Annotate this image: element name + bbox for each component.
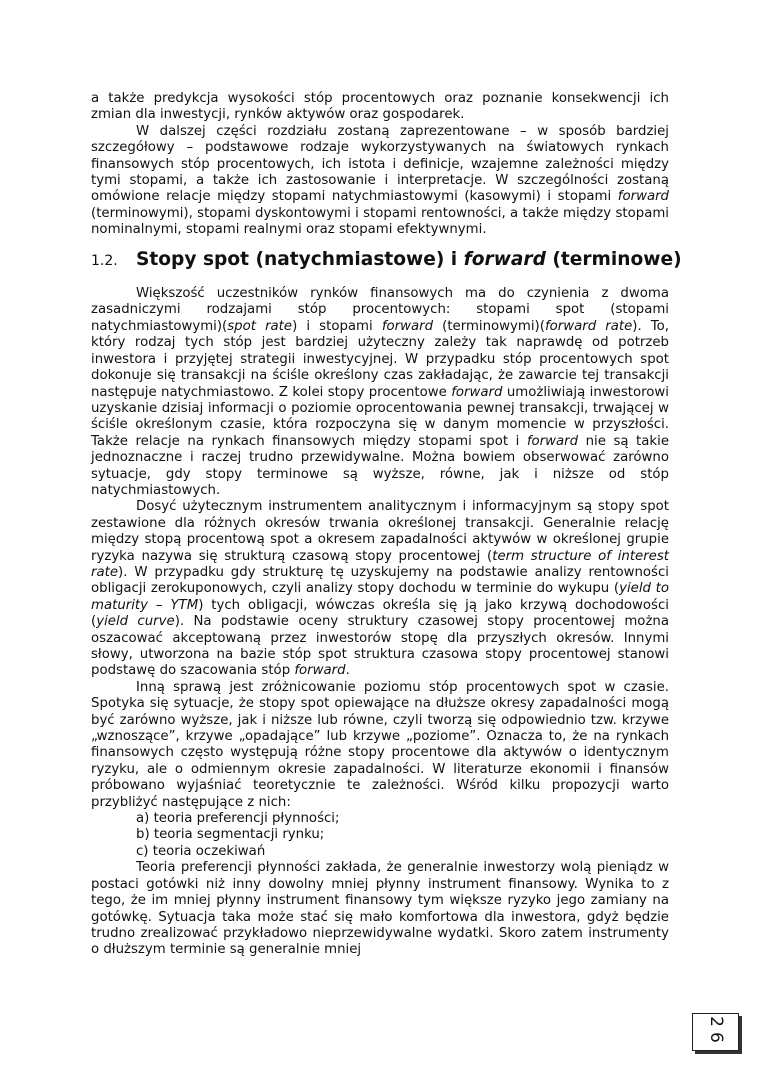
paragraph-2: W dalszej części rozdziału zostaną zaprezentowane – w sposób bardziej szczegółowy – podstawowe rodzaje wykorzystywanych na światowych rynkach finansowych stóp procentowych, ich istota i definicje, wzajemne zależności między tymi stopami, a także ich zastosowanie i interpretacje. W szczególności zostaną omówione relacje między stopami natychmiastowymi (kasowymi) i stopami forward (terminowymi), stopami dyskontowymi i stopami rentowności, a także między stopami nominalnymi, stopami realnymi oraz stopami efektywnymi. [91, 123, 669, 238]
section-heading [91, 248, 682, 270]
list-item: c) teoria oczekiwań [136, 843, 266, 859]
italic-term: forward [381, 318, 434, 334]
paragraph-4: Dosyć użytecznym instrumentem analitycznym i informacyjnym są stopy spot zestawione dla różnych okresów trwania określonej transakcji. Generalnie relację między stopą procentową spot a okresem zapadalności aktywów w określonej grupie ryzyka nazywa się strukturą czasową stopy procentowej (term structure of interest rate). W przypadku gdy strukturę tę uzyskujemy na podstawie analizy rentowności obligacji zerokuponowych, czyli analizy stopy dochodu w terminie do wykupu (yield to maturity – YTM) tych obligacji, wówczas określa się ją jako krzywą dochodowości (yield curve). Na podstawie oceny struktury czasowej stopy procentowej można oszacować akceptowaną przez inwestorów stopę dla przyszłych okresów. Innymi słowy, utworzona na bazie stóp spot struktura czasowa stopy procentowej stanowi podstawę do szacowania stóp forward. [91, 499, 669, 679]
italic-term: forward [463, 248, 546, 270]
paragraph-3: Większość uczestników rynków finansowych ma do czynienia z dwoma zasadniczymi rodzajami stóp procentowych: stopami spot (stopami natychmiastowymi)(spot rate) i stopami forward (terminowymi)(forward rate). To, który rodzaj tych stóp jest bardziej użyteczny zależy tak naprawdę od potrzeb inwestora i przyjętej strategii inwestycyjnej. W przypadku stóp procentowych spot dokonuje się transakcji na ściśle określony czas zakładając, że zawarcie tej transakcji następuje natychmiastowo. Z kolei stopy procentowe forward umożliwiają inwestorowi uzyskanie dzisiaj informacji o poziomie oprocentowania pewnej transakcji, trwającej w ściśle określonym czasie, która rozpoczyna się w danym momencie w przyszłości. Także relacje na rynkach finansowych między stopami spot i forward nie są takie jednoznaczne i raczej trudno przewidywalne. Można bowiem obserwować zarówno sytuacje, gdy stopy terminowe są wyższe, równe, jak i niższe od stóp natychmiastowych. [91, 286, 670, 498]
section-title: Stopy spot (natychmiastowe) i forward (terminowe) [136, 248, 682, 270]
paragraph-5: Inną sprawą jest zróżnicowanie poziomu stóp procentowych spot w czasie. Spotyka się sytuacje, że stopy spot opiewające na dłuższe okresy zapadalności mogą być zarówno wyższe, jak i niższe lub równe, czyli tworzą się odpowiednio tzw. krzywe „wznoszące”, krzywe „opadające” lub krzywe „poziome”. Oznacza to, że na rynkach finansowych często występują różne stopy procentowe dla aktywów o identycznym ryzyku, ale o odmiennym okresie zapadalności. W literaturze ekonomii i finansów próbowano wyjaśniać teoretycznie te zależności. Wśród kilku propozycji warto przybliżyć następujące z nich: [91, 679, 669, 810]
list-item: a) teoria preferencji płynności; [136, 811, 340, 827]
italic-term: forward [526, 433, 579, 449]
page-number-box [692, 1013, 739, 1051]
italic-term: forward rate [544, 318, 633, 334]
italic-term: spot rate [227, 318, 293, 334]
italic-term: yield to maturity – YTM [91, 581, 669, 613]
list-item: b) teoria segmentacji rynku; [136, 827, 325, 843]
paragraph-6: Teoria preferencji płynności zakłada, że generalnie inwestorzy wolą pieniądz w postaci gotówki niż inny dowolny mniej płynny instrument finansowy. Wynika to z tego, że im mniej płynny instrument finansowy tym większe ryzyko jego zamiany na gotówkę. Sytuacja taka może stać się mało komfortowa dla inwestora, gdyż będzie trudno zrealizować przykładowo nieprzewidywalne wydatki. Skoro zatem instrumenty o dłuższym terminie są generalnie mniej [91, 860, 669, 958]
page-number: 26 [705, 1016, 726, 1048]
italic-term: term structure of interest rate [91, 548, 669, 580]
italic-term: forward [617, 189, 669, 205]
italic-term: forward [294, 663, 346, 679]
section-number: 1.2. [91, 252, 118, 269]
paragraph-1: a także predykcja wysokości stóp procentowych oraz poznanie konsekwencji ich zmian dla inwestycji, rynków aktywów oraz gospodarek. [91, 91, 669, 123]
italic-term: yield curve [96, 614, 175, 630]
italic-term: forward [451, 384, 503, 400]
page-text [91, 91, 682, 959]
